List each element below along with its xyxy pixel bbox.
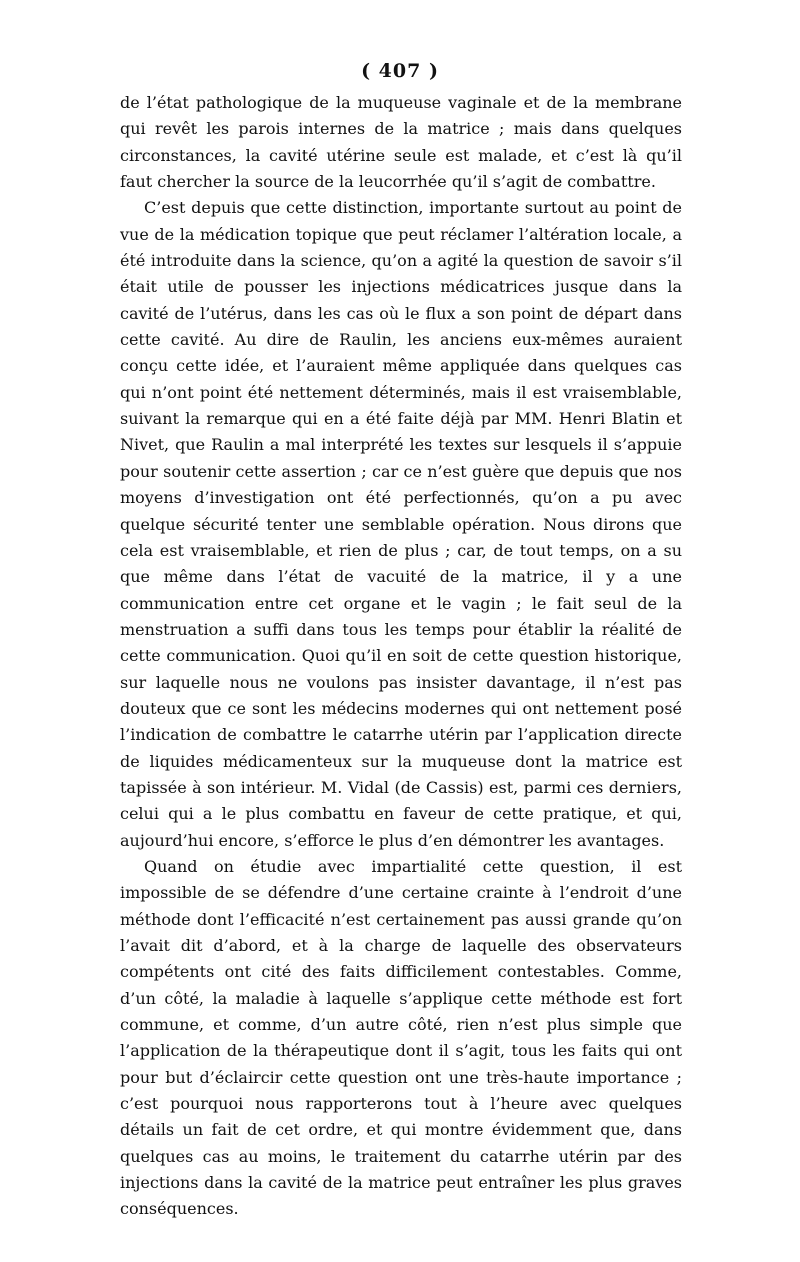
- paragraph: C’est depuis que cette distinction, importante surtout au point de vue de la médication topique que peut réclamer l’altération locale, a été introduite dans la science, qu’on a agité la question de savoir s’il était utile de pousser les injections médicatrices jusque dans la cavité de l’utérus, dans les cas où le flux a son point de départ dans cette cavité. Au dire de Raulin, les anciens eux-mêmes auraient conçu cette idée, et l’auraient même appliquée dans quelques cas qui n’ont point été nettement déterminés, mais il est vraisemblable, suivant la remarque qui en a été faite déjà par MM. Henri Blatin et Nivet, que Raulin a mal interprété les textes sur lesquels il s’appuie pour soutenir cette assertion ; car ce n’est guère que depuis que nos moyens d’investigation ont été perfectionnés, qu’on a pu avec quelque sécurité tenter une semblable opération. Nous dirons que cela est vraisemblable, et rien de plus ; car, de tout temps, on a su que même dans l’état de vacuité de la matrice, il y a une communication entre cet organe et le vagin ; le fait seul de la menstruation a suffi dans tous les temps pour établir la réalité de cette communication. Quoi qu’il en soit de cette question historique, sur laquelle nous ne voulons pas insister davantage, il n’est pas douteux que ce sont les médecins modernes qui ont nettement posé l’indication de combattre le catarrhe utérin par l’application directe de liquides médicamenteux sur la muqueuse dont la matrice est tapissée à son intérieur. M. Vidal (de Cassis) est, parmi ces derniers, celui qui a le plus combattu en faveur de cette pratique, et qui, aujourd’hui encore, s’efforce le plus d’en démontrer les avantages.: [120, 198, 682, 850]
- paragraph-continuation: de l’état pathologique de la muqueuse vaginale et de la membrane qui revêt les parois internes de la matrice ; mais dans quelques circonstances, la cavité utérine seule est malade, et c’est là qu’il faut chercher la source de la leucorrhée qu’il s’agit de combattre.: [120, 93, 682, 192]
- body-text: [120, 90, 682, 1223]
- paragraph: Quand on étudie avec impartialité cette question, il est impossible de se défendre d’une certaine crainte à l’endroit d’une méthode dont l’efficacité n’est certainement pas aussi grande qu’on l’avait dit d’abord, et à la charge de laquelle des observateurs compétents ont cité des faits difficilement contestables. Comme, d’un côté, la maladie à laquelle s’applique cette méthode est fort commune, et comme, d’un autre côté, rien n’est plus simple que l’application de la thérapeutique dont il s’agit, tous les faits qui ont pour but d’éclaircir cette question ont une très-haute importance ; c’est pourquoi nous rapporterons tout à l’heure avec quelques détails un fait de cet ordre, et qui montre évidemment que, dans quelques cas au moins, le traitement du catarrhe utérin par des injections dans la cavité de la matrice peut entraîner les plus graves conséquences.: [120, 856, 682, 1219]
- page-number: ( 407 ): [361, 60, 439, 82]
